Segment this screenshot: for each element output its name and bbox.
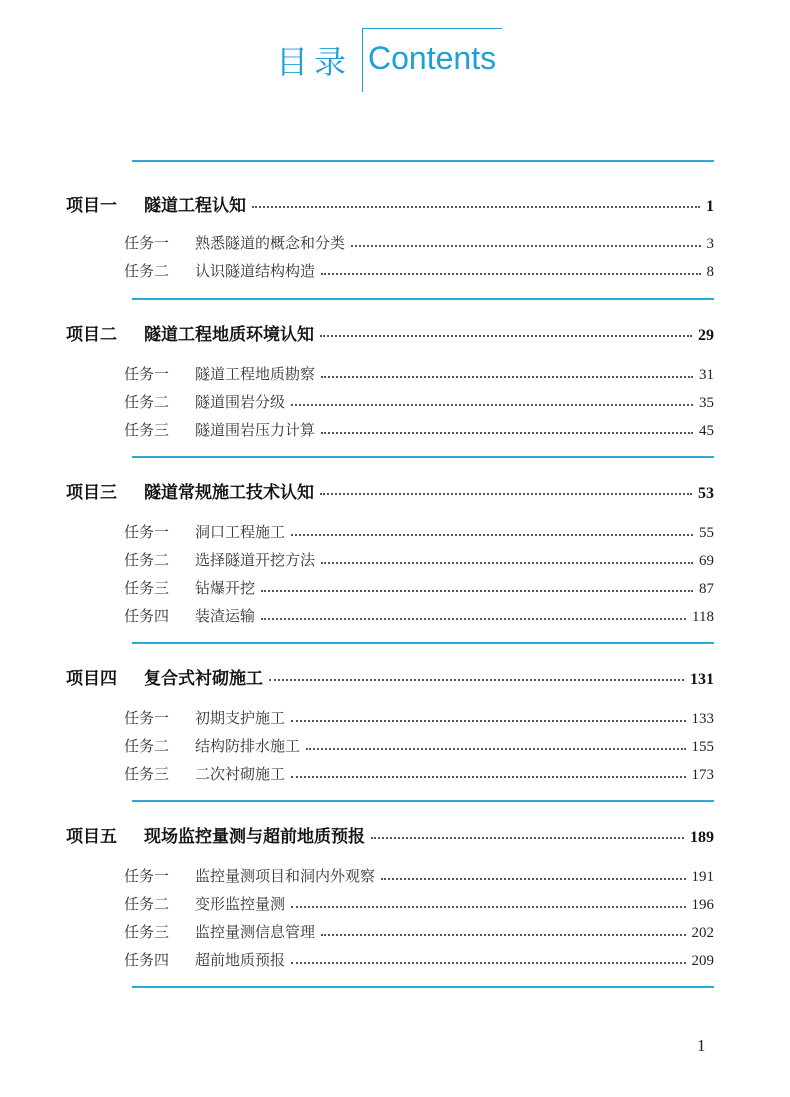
toc-task-entry[interactable] [124,521,714,542]
task-number: 任务四 [124,607,170,625]
dot-leader [321,273,700,275]
toc-project-entry[interactable] [66,822,714,847]
dot-leader [306,748,685,750]
task-title: 选择隧道开挖方法 [195,551,316,569]
toc-project-entry[interactable] [66,664,714,689]
task-title: 熟悉隧道的概念和分类 [195,234,346,252]
project-title: 隧道工程认知 [144,196,246,216]
toc-task-entry[interactable] [124,391,714,412]
project-page-number: 131 [690,671,714,688]
page-number: 1 [697,1036,706,1055]
task-title: 装渣运输 [195,607,256,625]
section-divider [132,456,714,458]
toc-task-entry[interactable] [124,735,714,756]
task-page-number: 45 [699,423,714,439]
project-number: 项目四 [66,669,117,689]
toc-task-entry[interactable] [124,419,714,440]
task-title: 二次衬砌施工 [195,765,286,783]
project-title: 现场监控量测与超前地质预报 [144,827,365,847]
toc-task-entry[interactable] [124,893,714,914]
toc-task-entry[interactable] [124,577,714,598]
task-number: 任务三 [124,421,170,439]
toc-task-entry[interactable] [124,260,714,281]
task-number: 任务二 [124,551,170,569]
section-divider [132,642,714,644]
dot-leader [320,493,692,495]
task-number: 任务四 [124,951,170,969]
task-number: 任务三 [124,765,170,783]
task-title: 超前地质预报 [195,951,286,969]
task-number: 任务一 [124,365,170,383]
project-number: 项目五 [66,827,117,847]
toc-task-entry[interactable] [124,232,714,253]
dot-leader [252,206,700,208]
toc-task-entry[interactable] [124,549,714,570]
dot-leader [321,376,693,378]
dot-leader [371,837,684,839]
project-number: 项目一 [66,196,117,216]
toc-task-entry[interactable] [124,865,714,886]
task-title: 初期支护施工 [195,709,286,727]
task-page-number: 118 [692,609,714,625]
dot-leader [291,404,693,406]
toc-task-entry[interactable] [124,363,714,384]
toc-task-entry[interactable] [124,921,714,942]
toc-project-entry[interactable] [66,320,714,345]
task-number: 任务二 [124,737,170,755]
task-title: 认识隧道结构构造 [195,262,316,280]
toc-task-entry[interactable] [124,707,714,728]
task-title: 结构防排水施工 [195,737,301,755]
dot-leader [291,962,685,964]
task-number: 任务一 [124,234,170,252]
project-title: 隧道常规施工技术认知 [144,483,314,503]
dot-leader [381,878,685,880]
task-number: 任务一 [124,709,170,727]
task-number: 任务二 [124,895,170,913]
dot-leader [291,534,693,536]
task-number: 任务一 [124,867,170,885]
dot-leader [291,776,685,778]
task-page-number: 3 [706,236,714,252]
project-number: 项目二 [66,325,117,345]
dot-leader [321,432,693,434]
task-page-number: 202 [691,925,714,941]
dot-leader [320,335,692,337]
task-number: 任务二 [124,262,170,280]
task-title: 钻爆开挖 [195,579,256,597]
dot-leader [321,562,693,564]
task-number: 任务三 [124,923,170,941]
section-divider [132,800,714,802]
project-number: 项目三 [66,483,117,503]
project-page-number: 29 [698,327,714,344]
toc-project-entry[interactable] [66,191,714,216]
dot-leader [291,720,685,722]
dot-leader [261,618,686,620]
task-number: 任务一 [124,523,170,541]
task-title: 隧道围岩压力计算 [195,421,316,439]
dot-leader [261,590,693,592]
task-page-number: 191 [691,869,714,885]
project-page-number: 1 [706,198,714,215]
section-divider [132,298,714,300]
task-title: 洞口工程施工 [195,523,286,541]
title-english: Contents [368,40,497,76]
task-page-number: 8 [706,264,714,280]
task-number: 任务三 [124,579,170,597]
toc-task-entry[interactable] [124,949,714,970]
task-page-number: 69 [699,553,714,569]
task-page-number: 196 [691,897,714,913]
task-page-number: 173 [691,767,714,783]
task-title: 隧道围岩分级 [195,393,286,411]
title-chinese: 目录 [276,43,353,81]
project-title: 隧道工程地质环境认知 [144,325,314,345]
dot-leader [351,245,700,247]
task-number: 任务二 [124,393,170,411]
project-page-number: 53 [698,485,714,502]
task-page-number: 87 [699,581,714,597]
toc-task-entry[interactable] [124,763,714,784]
dot-leader [291,906,685,908]
project-page-number: 189 [690,829,714,846]
dot-leader [321,934,685,936]
task-title: 隧道工程地质勘察 [195,365,316,383]
section-divider [132,160,714,162]
task-title: 变形监控量测 [195,895,286,913]
project-title: 复合式衬砌施工 [144,669,263,689]
toc-task-entry[interactable] [124,605,714,626]
task-page-number: 209 [691,953,714,969]
task-page-number: 155 [691,739,714,755]
task-page-number: 133 [691,711,714,727]
task-title: 监控量测信息管理 [195,923,316,941]
section-divider [132,986,714,988]
task-page-number: 31 [699,367,714,383]
task-page-number: 55 [699,525,714,541]
task-title: 监控量测项目和洞内外观察 [195,867,376,885]
task-page-number: 35 [699,395,714,411]
dot-leader [269,679,684,681]
toc-project-entry[interactable] [66,478,714,503]
